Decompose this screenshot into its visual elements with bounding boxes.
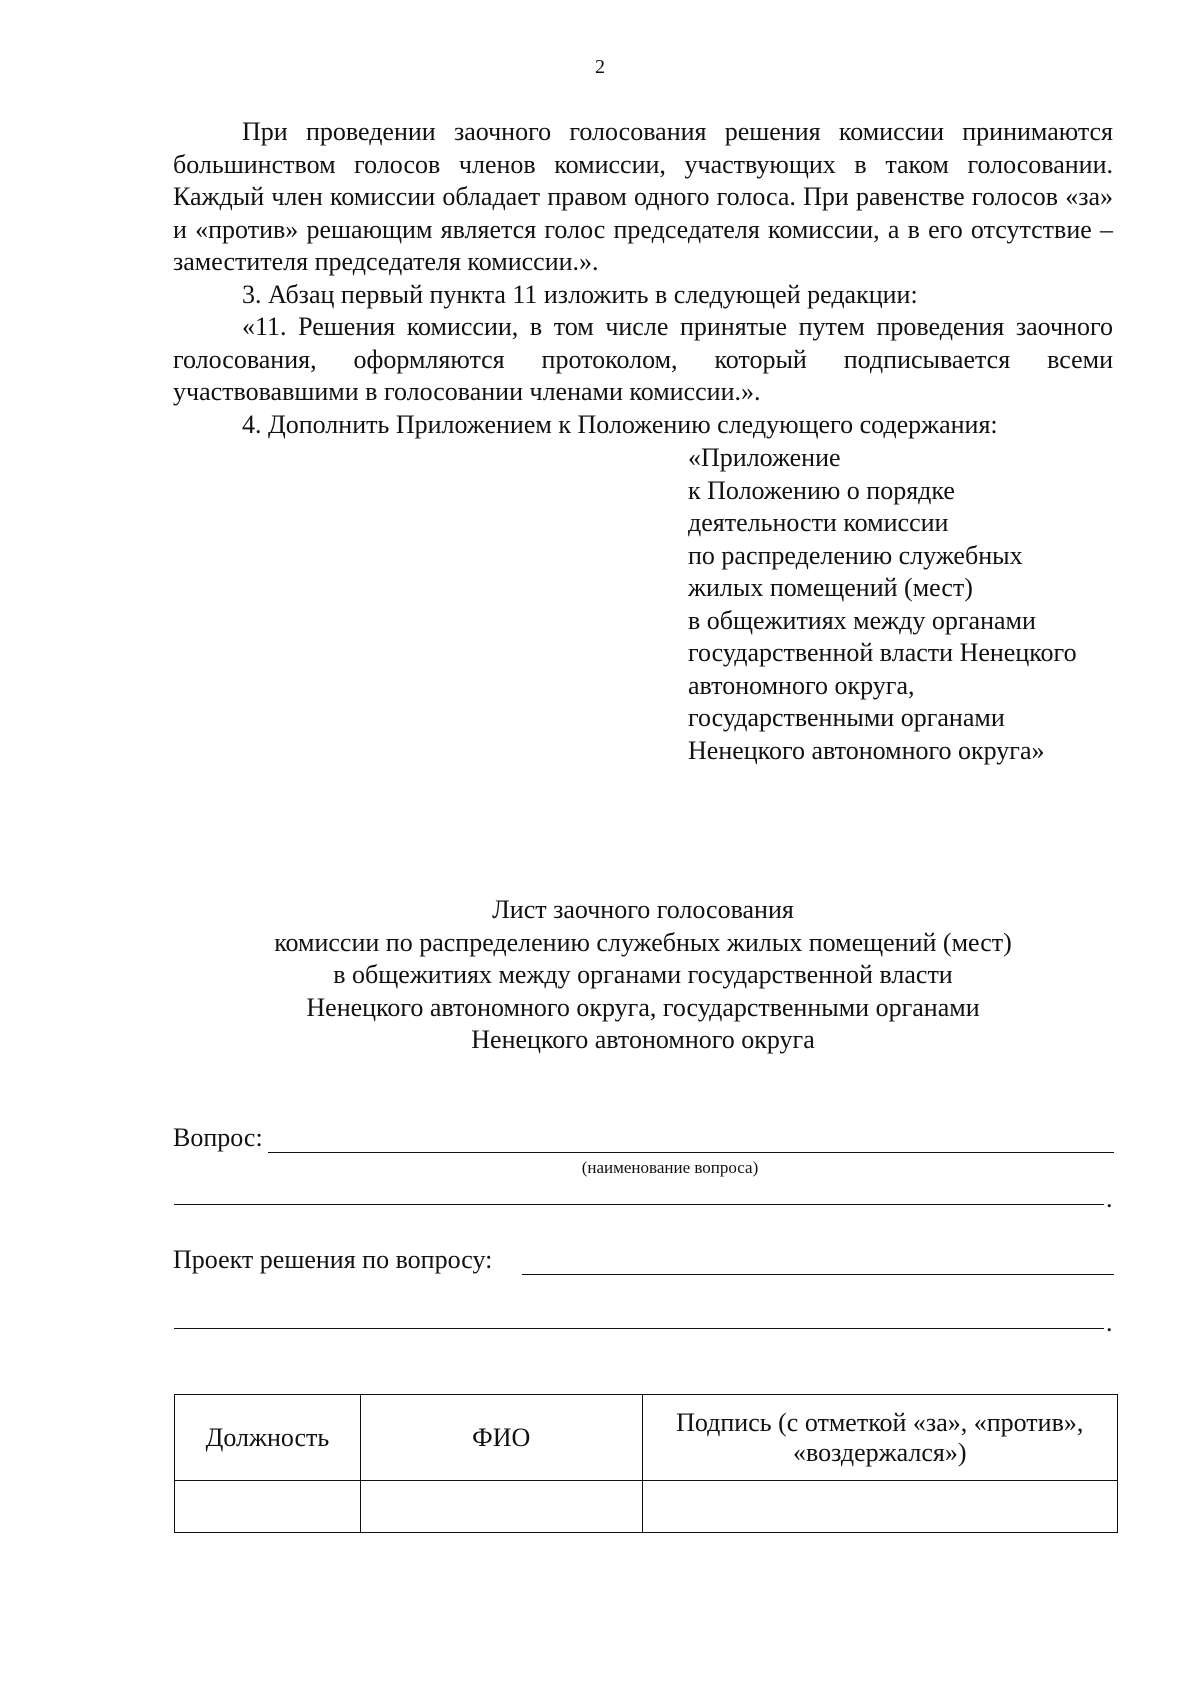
header-signature: Подпись (с отметкой «за», «против», «воздержался»): [642, 1395, 1117, 1481]
paragraph-voting-rules: При проведении заочного голосования решения комиссии принимаются большинством голосов членов комиссии, участвующих в таком голосовании. Каждый член комиссии обладает правом одного голоса. При равенстве голосов «за» и «против» решающим является голос председателя комиссии, а в его отсутствие – заместителя председателя комиссии.».: [173, 117, 1113, 276]
draft-decision-continuation-line[interactable]: [174, 1328, 1104, 1329]
paragraph-item-4: 4. Дополнить Приложением к Положению следующего содержания:: [242, 409, 998, 439]
title-line: в общежитиях между органами государственной власти: [333, 960, 953, 989]
appendix-line: к Положению о порядке: [688, 475, 955, 505]
voting-table: [174, 1394, 1118, 1533]
paragraph-item-11: «11. Решения комиссии, в том числе принятые путем проведения заочного голосования, оформляются протоколом, который подписывается всеми участвовавшими в голосовании членами комиссии.».: [173, 312, 1113, 406]
draft-decision-fill-line[interactable]: [522, 1274, 1114, 1275]
question-caption: (наименование вопроса): [581, 1158, 759, 1177]
body-text: [173, 116, 1113, 441]
appendix-line: жилых помещений (мест): [688, 573, 973, 602]
draft-decision-line-end: .: [1106, 1308, 1113, 1337]
appendix-line: в общежитиях между органами: [688, 605, 1036, 635]
page-number: 2: [595, 56, 605, 78]
question-label: Вопрос:: [173, 1123, 263, 1152]
appendix-line: Ненецкого автономного округа»: [688, 735, 1045, 765]
cell-signature[interactable]: [642, 1481, 1117, 1533]
title-line: комиссии по распределению служебных жилых помещений (мест): [274, 927, 1012, 957]
question-continuation-line[interactable]: [174, 1204, 1104, 1205]
cell-full-name[interactable]: [360, 1481, 642, 1533]
cell-position[interactable]: [175, 1481, 361, 1533]
voting-sheet-title: [173, 894, 1113, 1057]
table-row: [175, 1481, 1118, 1533]
appendix-line: государственными органами: [688, 703, 1005, 732]
draft-decision-field: [173, 1244, 492, 1276]
question-line-end: .: [1106, 1184, 1113, 1213]
title-line: Ненецкого автономного округа, государственными органами: [306, 992, 980, 1022]
table-header-row: [175, 1395, 1118, 1481]
draft-decision-label: Проект решения по вопросу:: [173, 1245, 493, 1274]
paragraph-item-3: 3. Абзац первый пункта 11 изложить в следующей редакции:: [242, 279, 918, 309]
appendix-line: государственной власти Ненецкого: [688, 638, 1077, 667]
title-line: Ненецкого автономного округа: [471, 1025, 815, 1054]
header-full-name: ФИО: [360, 1395, 642, 1481]
appendix-line: автономного округа,: [688, 670, 915, 700]
title-line: Лист заочного голосования: [492, 895, 794, 924]
appendix-line: по распределению служебных: [688, 540, 1023, 570]
appendix-line: «Приложение: [688, 443, 841, 472]
question-field: [173, 1122, 263, 1154]
header-position: Должность: [175, 1395, 361, 1481]
question-fill-line[interactable]: [268, 1152, 1114, 1153]
appendix-heading: [688, 442, 1158, 767]
appendix-line: деятельности комиссии: [688, 508, 949, 537]
